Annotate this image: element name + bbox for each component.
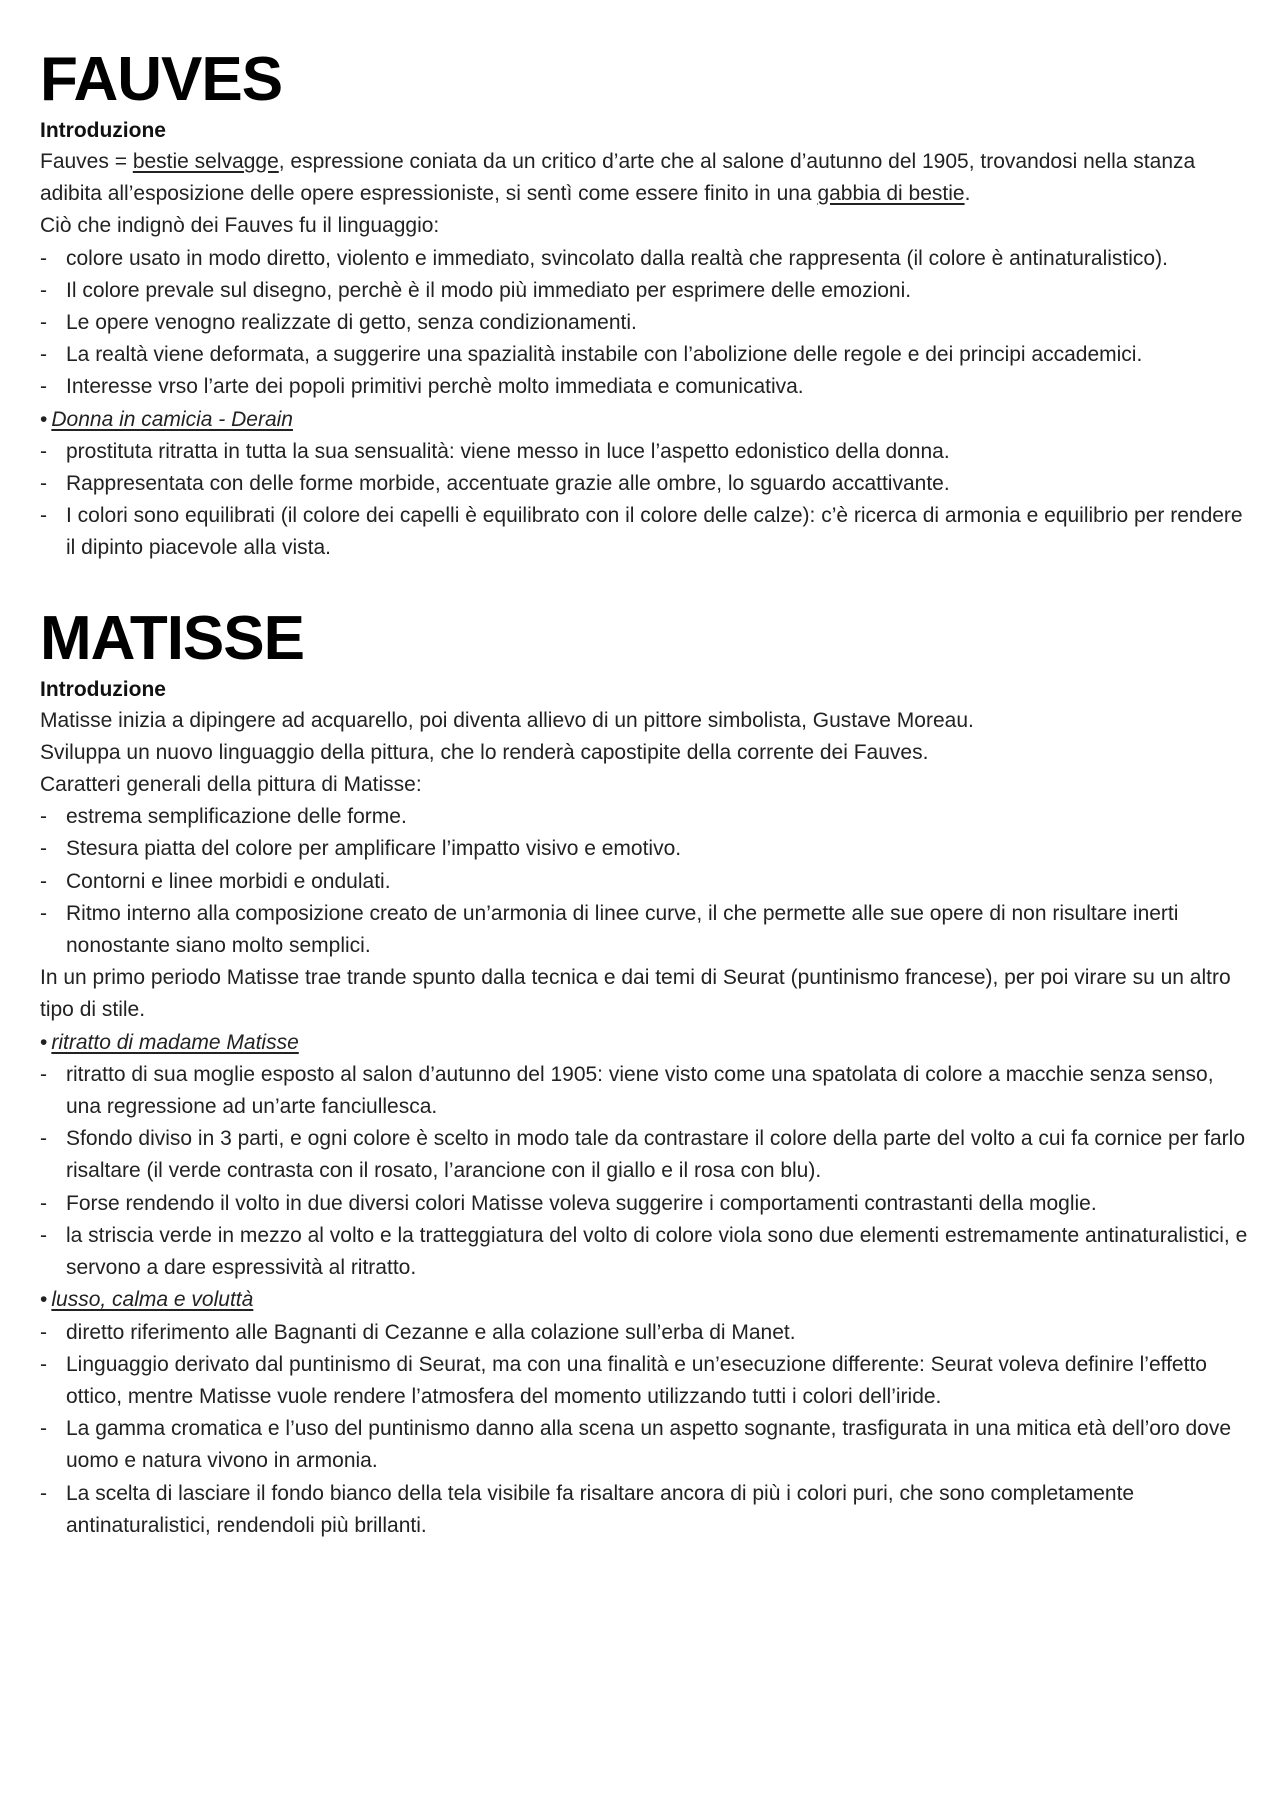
dash-bullet-icon: - (40, 246, 47, 270)
underlined-phrase: gabbia di bestie (817, 182, 965, 206)
paragraph (40, 769, 1252, 801)
artwork-heading (40, 404, 1252, 436)
list-item-text: La gamma cromatica e l’uso del puntinismo danno alla scena un aspetto sognante, trasfigurata in una mitica età dell’oro dove uomo e natura vivono in armonia. (66, 1417, 1232, 1473)
list-item (40, 1317, 1252, 1349)
bullet-dot-icon: • (40, 1288, 48, 1312)
dash-bullet-icon: - (40, 1352, 47, 1376)
list-item (40, 1413, 1252, 1477)
list-item (40, 436, 1252, 468)
paragraph (40, 146, 1252, 210)
dash-bullet-icon: - (40, 837, 47, 861)
list-item-text: Forse rendendo il volto in due diversi colori Matisse voleva suggerire i comportamenti contrastanti della moglie. (66, 1191, 1097, 1215)
paragraph-text: Matisse inizia a dipingere ad acquarello, poi diventa allievo di un pittore simbolista, Gustave Moreau. (40, 708, 974, 732)
paragraph-text: Fauves = (40, 150, 133, 173)
bullet-list (40, 1317, 1252, 1542)
list-item-text: Il colore prevale sul disegno, perchè è il modo più immediato per esprimere delle emozioni. (66, 278, 912, 302)
list-item-text: I colori sono equilibrati (il colore dei capelli è equilibrato con il colore delle calze): c’è ricerca di armonia e equilibrio per rendere il dipinto piacevole alla vista. (66, 504, 1243, 560)
list-item-text: Ritmo interno alla composizione creato de un’armonia di linee curve, il che permette alle sue opere di non risultare inerti nonostante siano molto semplici. (66, 901, 1179, 958)
paragraph (40, 705, 1252, 737)
section-spacer (40, 565, 1252, 603)
paragraph (40, 962, 1252, 1026)
dash-bullet-icon: - (40, 805, 47, 829)
dash-bullet-icon: - (40, 343, 47, 367)
artwork-title: Donna in camicia - Derain (51, 407, 293, 431)
list-item-text: ritratto di sua moglie esposto al salon d’autunno del 1905: viene visto come una spatolata di colore a macchie senza senso, una regressione ad un’arte fanciullesca. (66, 1062, 1214, 1119)
dash-bullet-icon: - (40, 1127, 47, 1151)
list-item-text: Sfondo diviso in 3 parti, e ogni colore è scelto in modo tale da contrastare il colore della parte del volto a cui fa cornice per farlo risaltare (il verde contrasta con il rosato, l’arancione con il giallo e il rosa con blu). (66, 1127, 1245, 1183)
dash-bullet-icon: - (40, 1223, 47, 1247)
list-item (40, 243, 1252, 275)
list-item-text: colore usato in modo diretto, violento e immediato, svincolato dalla realtà che rappresenta (il colore è antinaturalistico). (66, 246, 1168, 270)
list-item-text: Contorni e linee morbidi e ondulati. (66, 869, 391, 893)
dash-bullet-icon: - (40, 869, 47, 893)
dash-bullet-icon: - (40, 1320, 47, 1344)
list-item (40, 468, 1252, 500)
list-item (40, 866, 1252, 898)
list-item-text: estrema semplificazione delle forme. (66, 805, 407, 829)
paragraph-text: Ciò che indignò dei Fauves fu il linguaggio: (40, 214, 440, 238)
underlined-phrase: bestie selvagge (132, 150, 279, 173)
paragraph (40, 210, 1252, 242)
section-subheading: Introduzione (40, 119, 166, 142)
artwork-heading (40, 1284, 1252, 1316)
list-item (40, 1123, 1252, 1187)
list-item (40, 898, 1252, 962)
dash-bullet-icon: - (40, 311, 47, 335)
dash-bullet-icon: - (40, 278, 47, 302)
artwork-title: lusso, calma e voluttà (51, 1288, 254, 1312)
section-fauves (40, 44, 1252, 565)
paragraph-text: Caratteri generali della pittura di Matisse: (40, 773, 422, 797)
paragraph-text: In un primo periodo Matisse trae trande spunto dalla tecnica e dai temi di Seurat (puntinismo francese), per poi virare su un altro tipo di stile. (40, 966, 1237, 1022)
list-item (40, 1349, 1252, 1413)
list-item (40, 500, 1252, 564)
paragraph (40, 737, 1252, 769)
list-item (40, 1059, 1252, 1123)
bullet-list (40, 801, 1252, 962)
bullet-list (40, 243, 1252, 404)
list-item-text: diretto riferimento alle Bagnanti di Cezanne e alla colazione sull’erba di Manet. (66, 1320, 796, 1344)
list-item-text: Stesura piatta del colore per amplificare l’impatto visivo e emotivo. (66, 837, 682, 861)
dash-bullet-icon: - (40, 1191, 47, 1215)
dash-bullet-icon: - (40, 504, 47, 528)
bullet-list (40, 1059, 1252, 1284)
list-item (40, 801, 1252, 833)
paragraph-text: . (964, 182, 971, 206)
list-item (40, 1478, 1252, 1542)
bullet-dot-icon: • (40, 1030, 48, 1054)
section-title: FAUVES (40, 45, 283, 114)
list-item (40, 275, 1252, 307)
artwork-title: ritratto di madame Matisse (51, 1030, 299, 1054)
section-title: MATISSE (40, 603, 304, 673)
list-item (40, 1188, 1252, 1220)
list-item-text: la striscia verde in mezzo al volto e la tratteggiatura del volto di colore viola sono due elementi estremamente antinaturalistici, e servono a dare espressività al ritratto. (66, 1223, 1248, 1280)
paragraph-text: , espressione coniata da un critico d’arte che al salone d’autunno del 1905, trovandosi nella stanza adibita all’esposizione delle opere espressioniste, si sentì come essere finito in una (40, 150, 1202, 206)
paragraph-text: Sviluppa un nuovo linguaggio della pittura, che lo renderà capostipite della corrente dei Fauves. (40, 740, 929, 764)
list-item (40, 339, 1252, 371)
list-item-text: Rappresentata con delle forme morbide, accentuate grazie alle ombre, lo sguardo accattivante. (66, 472, 950, 496)
list-item (40, 371, 1252, 403)
document-page (40, 44, 1252, 1542)
dash-bullet-icon: - (40, 375, 47, 399)
list-item-text: prostituta ritratta in tutta la sua sensualità: viene messo in luce l’aspetto edonistico della donna. (66, 439, 950, 463)
list-item (40, 307, 1252, 339)
dash-bullet-icon: - (40, 1481, 47, 1505)
bullet-list (40, 436, 1252, 565)
list-item (40, 833, 1252, 865)
section-subheading: Introduzione (40, 677, 166, 701)
dash-bullet-icon: - (40, 472, 47, 496)
dash-bullet-icon: - (40, 439, 47, 463)
dash-bullet-icon: - (40, 1417, 47, 1441)
dash-bullet-icon: - (40, 1062, 47, 1086)
list-item-text: Le opere venogno realizzate di getto, senza condizionamenti. (66, 311, 637, 335)
dash-bullet-icon: - (40, 901, 47, 925)
artwork-heading (40, 1027, 1252, 1059)
bullet-dot-icon: • (40, 407, 48, 431)
list-item-text: Interesse vrso l’arte dei popoli primitivi perchè molto immediata e comunicativa. (66, 375, 804, 399)
list-item (40, 1220, 1252, 1284)
list-item-text: La scelta di lasciare il fondo bianco della tela visibile fa risaltare ancora di più i colori puri, che sono completamente antinaturalistici, rendendoli più brillanti. (66, 1481, 1135, 1537)
section-matisse (40, 603, 1252, 1542)
list-item-text: Linguaggio derivato dal puntinismo di Seurat, ma con una finalità e un’esecuzione differente: Seurat voleva definire l’effetto ottico, mentre Matisse vuole rendere l’atmosfera del momento utilizzando tutti i colori dell’iride. (66, 1352, 1207, 1408)
list-item-text: La realtà viene deformata, a suggerire una spazialità instabile con l’abolizione delle regole e dei principi accademici. (66, 343, 1143, 367)
